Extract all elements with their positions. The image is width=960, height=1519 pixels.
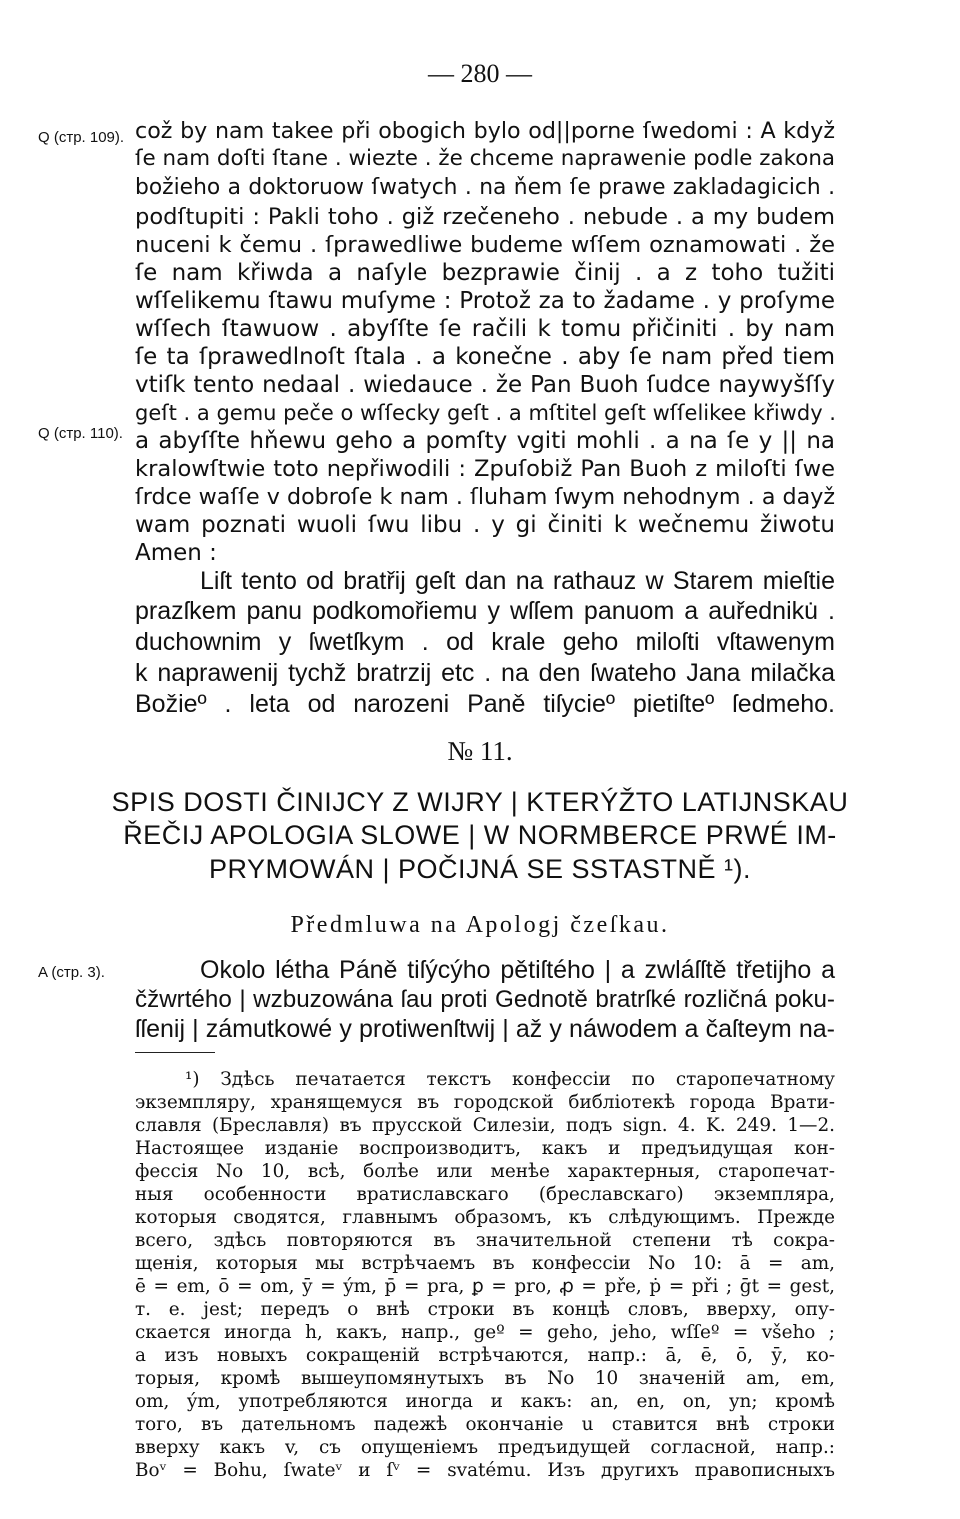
colophon-line: prazſkem panu podkomořiemu y wſſem panuom a auředniku̇ . [135,597,835,625]
letter-line: wſſelikemu ſtawu muſyme : Protož za to žadame . y proſyme [135,288,835,314]
preface-subtitle: Předmluwa na Apologj čzeſkau. [290,912,670,938]
footnote-line: Boᵛ = Bohu, ſwateᵛ и ſᵛ = svatému. Изъ другихъ правописныхъ [135,1460,835,1481]
footnote-line: скается иногда h, какъ, напр., geº = geho, jeho, wſſeº = všeho ; [135,1322,835,1343]
preface-line: ſſenij | zámutkowé y protiwenſtwij | až y náwodem a čaſteym na- [135,1015,835,1043]
margin-note-q-110: Q (стр. 110). [38,425,123,442]
margin-note-a-3: A (стр. 3). [38,964,105,981]
margin-note-q-109: Q (стр. 109). [38,129,125,146]
letter-line: nuceni k čemu . ſprawedliwe budeme wſſem oznamowati . že [135,232,835,258]
footnote-line: экземпляру, хранящемуся въ городской библіотекѣ города Врати- [135,1092,835,1113]
colophon-line: k naprawenij tychž bratrzij etc . na den ſwateho Jana milačka [135,659,835,687]
letter-line: božieho a doktoruow ſwatych . na ňem ſe prawe zakladagicich . [135,175,835,200]
footnote-line: вверху какъ v, съ опущеніемъ предъидущей согласной, напр.: [135,1437,835,1458]
colophon-line: Božieº . leta od narozeni Paně tiſycieº pietiſteº ſedmeho. [135,690,835,718]
document-number: № 11. [447,736,513,766]
footnote-line: торыя, кромѣ вышеупомянутыхъ въ No 10 значеній am, em, [135,1368,835,1389]
footnote-line: om, ým, употребляются иногда и какъ: an, en, on, yn; кромѣ [135,1391,835,1412]
title-line: SPIS DOSTI ČINIJCY Z WIJRY | KTERÝŽTO LATIJNSKAU [111,787,849,817]
footnote-line: Настоящее изданіе воспроизводитъ, какъ и предъидущая кон- [135,1138,835,1159]
footnote-separator [135,1052,215,1053]
page-number: — 280 — [428,59,532,88]
letter-line: a abyſſte hňewu geho a pomſty vgiti mohli . a na ſe y || na [135,428,835,454]
letter-line: geſt . a gemu peče o wſſecky geſt . a mſtitel geſt wſſelikee křiwdy . [135,401,836,425]
letter-line: ſe ta ſprawedlnoſt ſtala . a konečne . aby ſe nam před tiem [135,344,835,370]
letter-line: Amen : [135,540,217,566]
title-line: ŘEČIJ APOLOGIA SLOWE | W NORMBERCE PRWÉ IM- [123,820,837,850]
letter-line: ſe nam doſti ſtane . wiezte . že chceme naprawenie podle zakona [135,146,835,171]
letter-line: wam poznati wuoli ſwu libu . y gi činiti k wečnemu žiwotu [135,512,835,538]
colophon-line: duchownim y ſwetſkym . od krale geho miloſti vſtawenym [135,628,835,656]
letter-line: kralowſtwie toto nepřiwodili : Zpuſobiž Pan Buoh z miloſti ſwe [135,456,835,482]
letter-line: ſrdce waſſe v dobroſe k nam . ſluham ſwym nehodnym . a dayž [135,484,835,510]
footnote-line: ¹) Здѣсь печатается текстъ конфессіи по старопечатному [185,1069,835,1090]
footnote-line: ныя особенности вратиславскаго (бреславскаго) экземпляра, [135,1184,835,1205]
footnote-line: щенія, которыя мы встрѣчаемъ въ конфессіи No 10: ā = am, [135,1253,835,1274]
footnote-line: всего, здѣсь повторяются въ значительной степени тѣ сокра- [135,1230,835,1251]
colophon-line: Liſt tento od bratřij geſt dan na rathauz w Starem mieſtie [200,567,835,595]
footnote-line: того, въ дательномъ падежѣ окончаніе u ставится внѣ строки [135,1414,835,1435]
footnote-line: славля (Бреславля) въ прусской Силезіи, подъ sign. 4. K. 249. 1—2. [135,1115,835,1136]
letter-line: wſſech ſtawuow . abyſſte ſe račili k tomu přičiniti . by nam [135,316,835,342]
letter-line: podſtupiti : Pakli toho . giž rzečeneho . nebude . a my budem [135,204,835,230]
letter-line: což by nam takee při obogich bylo od||porne ſwedomi : A když [135,118,835,144]
letter-line: vtiſk tento nedaal . wiedauce . že Pan Buoh ſudce naywyšſſy [135,372,835,398]
letter-line: ſe nam křiwda a naſyle bezprawie činij . a z toho tužiti [135,260,835,286]
title-line: PRYMOWÁN | POČIJNÁ SE SSTASTNĚ ¹). [208,854,752,884]
footnote-line: а изъ новыхъ сокращеній встрѣчаются, напр.: ā, ē, ō, ȳ, ко- [135,1345,835,1366]
footnote-line: ē = em, ō = om, ȳ = ým, p̄ = pra, ꝑ = pro, ꝓ = pře, ṗ = při ; ḡt = gest, [135,1276,835,1297]
preface-line: Okolo létha Páně tiſýcýho pětiſtého | a zwláſſtě třetijho a [200,956,835,984]
footnote-line: фессія No 10, всѣ, болѣе или менѣе характерныя, старопечат- [135,1161,835,1182]
footnote-line: которыя сводятся, главнымъ образомъ, къ слѣдующимъ. Прежде [135,1207,835,1228]
footnote-line: т. е. jest; передъ о внѣ строки въ концѣ словъ, вверху, опу- [135,1299,835,1320]
preface-line: čžwrtého | wzbuzowána ſau proti Gednotě bratrſké rozličná poku- [135,986,835,1013]
